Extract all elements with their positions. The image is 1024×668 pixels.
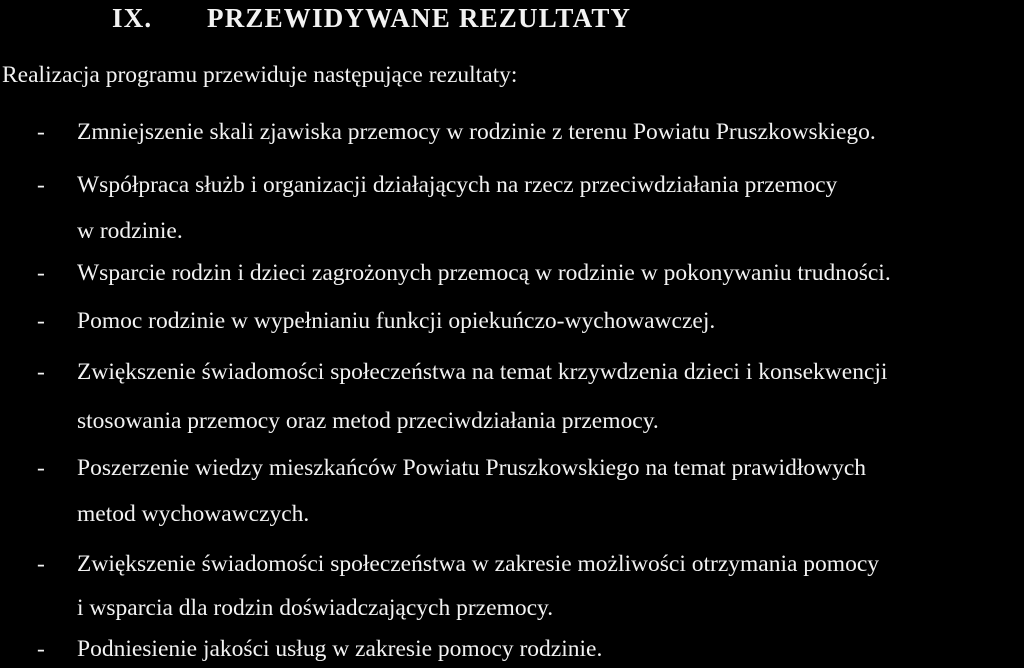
bullet-dash: - (37, 172, 45, 198)
list-item-text: Zmniejszenie skali zjawiska przemocy w rodzinie z terenu Powiatu Pruszkowskiego. (77, 119, 876, 145)
bullet-dash: - (37, 455, 45, 481)
list-item-text: Zwiększenie świadomości społeczeństwa na temat krzywdzenia dzieci i konsekwencji (77, 359, 888, 385)
intro-paragraph: Realizacja programu przewiduje następujące rezultaty: (2, 62, 518, 88)
list-item-text: Wsparcie rodzin i dzieci zagrożonych przemocą w rodzinie w pokonywaniu trudności. (77, 260, 891, 286)
list-item-text-continued: stosowania przemocy oraz metod przeciwdziałania przemocy. (77, 408, 659, 434)
list-item-text: Zwiększenie świadomości społeczeństwa w zakresie możliwości otrzymania pomocy (77, 551, 880, 577)
list-item-text-continued: w rodzinie. (77, 218, 183, 244)
list-item-text: Poszerzenie wiedzy mieszkańców Powiatu Pruszkowskiego na temat prawidłowych (77, 455, 866, 481)
bullet-dash: - (37, 636, 45, 662)
bullet-dash: - (37, 359, 45, 385)
section-heading (112, 2, 631, 34)
bullet-dash: - (37, 308, 45, 334)
section-number: IX. (112, 3, 153, 33)
bullet-dash: - (37, 551, 45, 577)
list-item-text-continued: i wsparcia dla rodzin doświadczających przemocy. (77, 595, 554, 621)
list-item-text: Współpraca służb i organizacji działających na rzecz przeciwdziałania przemocy (77, 172, 838, 198)
bullet-dash: - (37, 119, 45, 145)
list-item-text-continued: metod wychowawczych. (77, 501, 310, 527)
section-title: PRZEWIDYWANE REZULTATY (207, 3, 632, 33)
bullet-dash: - (37, 260, 45, 286)
list-item-text: Pomoc rodzinie w wypełnianiu funkcji opiekuńczo-wychowawczej. (77, 308, 716, 334)
list-item-text: Podniesienie jakości usług w zakresie pomocy rodzinie. (77, 636, 603, 662)
